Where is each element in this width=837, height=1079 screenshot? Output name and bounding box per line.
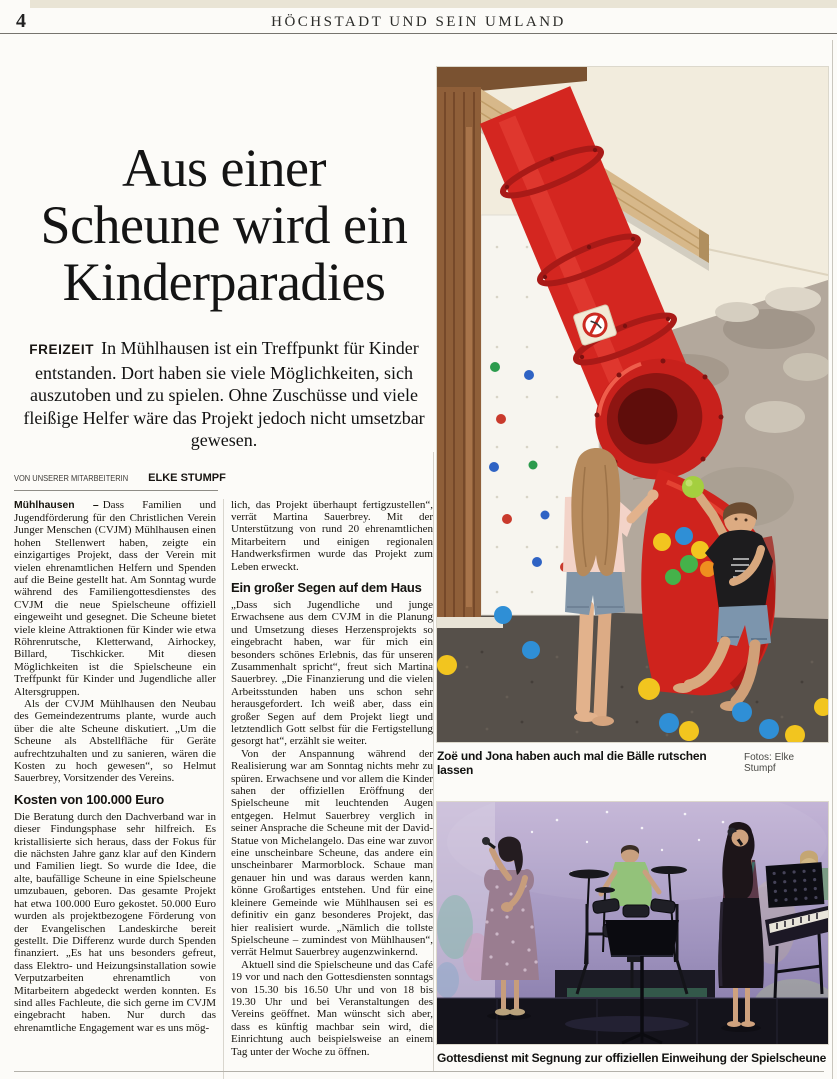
photo-credit: Fotos: Elke Stumpf xyxy=(744,752,795,774)
paragraph xyxy=(14,499,216,699)
photo-worship-service xyxy=(437,802,828,1044)
page-right-rule xyxy=(832,40,833,1079)
perforated-music-stand xyxy=(766,862,825,908)
photo-column xyxy=(437,67,828,1065)
kicker: FREIZEIT xyxy=(29,342,95,357)
photo1-caption: Zoë und Jona haben auch mal die Bälle rutschen lassen xyxy=(437,749,707,777)
page-bottom-rule xyxy=(14,1071,824,1072)
page-number: 4 xyxy=(16,10,26,32)
photo2-wrap xyxy=(437,802,828,1065)
article-column-2 xyxy=(231,499,433,1079)
headline-line-2: Scheune wird ein xyxy=(40,195,408,255)
paragraph: Die Beratung durch den Dachverband war in dieser Findungsphase sehr hilfreich. Es kristallisierte sich heraus, dass der Fokus für die nächsten Jahre ganz klar auf den Kindern und Familien liegt. So wurde die Idee, die alte, baufällige Scheune in eine Spielscheune umzubauen, geboren. Das gesamte Projekt hat etwa 100.000 Euro gekostet. 50.000 Euro wurden als projektbezogene Förderung von der Evangelischen Landeskirche bereit gestellt. Die Differenz wurde durch Spenden finanziert. „Es hat uns besonders gefreut, dass Elektro- und Heizungsinstallation sowie Verputzarbeiten ehrenamtlich von Mitarbeitern abgedeckt werden konnten. Es sind alles Fachleute, die sich gerne im CVJM eingebracht haben. Nur durch das ehrenamtliche Engagement war es uns mög- xyxy=(14,810,216,1034)
masthead xyxy=(0,8,837,34)
byline-prefix: VON UNSERER MITARBEITERIN xyxy=(14,472,129,483)
column-divider xyxy=(223,499,224,1079)
subhead-blessing: Ein großer Segen auf dem Haus xyxy=(231,579,422,595)
byline xyxy=(14,468,226,491)
headline-line-1: Aus einer xyxy=(122,138,326,198)
article-column-1 xyxy=(14,499,216,1079)
paragraph: Aktuell sind die Spielscheune und das Café 19 vor und nach den Gottesdiensten sonntags von 15.30 bis 16.50 Uhr und von 18 bis 19.30 Uhr und bei Veranstaltungen des Vereins geöffnet. Man wünscht sich aber, dass es künftig machbar sein wird, die Einrichtung auch beispielsweise an einem Tag unter der Woche zu öffnen. xyxy=(231,958,433,1058)
article-columns xyxy=(14,499,434,1079)
paragraph: lich, das Projekt überhaupt fertigzustellen“, verrät Martina Sauerbrey. Mit der Unterstützung von rund 20 ehrenamtlichen Mitarbeitern und einigen regionalen Handwerksfirmen wurde das Projekt zum Leben erweckt. xyxy=(231,498,433,573)
photo-slide-children xyxy=(437,67,828,742)
photo1-caption-row xyxy=(437,749,828,777)
dateline: Mühlhausen – xyxy=(14,499,99,511)
subhead-costs: Kosten von 100.000 Euro xyxy=(14,791,165,807)
paragraph-text: Dass Familien und Jugendförderung für den Christlichen Verein Junger Menschen (CVJM) Mühlhausen einen hohen Stellenwert haben, zeigte ein einzigartiges Projekt, dass der Verein mit vielen ehrenamtlichen Helfern und Spenden auf die Beine gestellt hat. Am Sonntag wurde während des Familiengottesdienstes des CVJM die neue Spielscheune offiziell eingeweiht und gesegnet. Die Scheune bietet viele kleine Attraktionen für Kinder wie etwa Röhrenrutsche, Kletterwand, Airhockey, Billard, Tischkicker. Mit diesen Möglichkeiten ist die Spielscheune ein Treffpunkt für Kinder und Jugendliche aller Altersgruppen. xyxy=(14,498,216,698)
article xyxy=(14,34,434,1079)
photo2-caption-row xyxy=(437,1051,828,1065)
lead-paragraph xyxy=(20,337,428,452)
microphone-icon xyxy=(482,837,490,845)
paragraph: Von der Anspannung während der Realisierung war am Sonntag nichts mehr zu spüren. Erwachsene und vor allem die Kinder sahen der offiziellen Eröffnung der Spielscheune mit leuchtenden Augen entgegen. Helmut Sauerbrey verglich in seiner Ansprache die Scheune mit der David-Statue von Michelangelo. Das eine war zuvor eine unscheinbare Scheune, das andere ein unscheinbarer Marmorblock. Schaue man genauer hin und was daraus werden kann, könne Großartiges entstehen. Und für eine kleinere Gemeinde wie Mühlhausen sei es definitiv ein ganz besonderes Projekt, das hier realisiert wurde. „Nämlich die tollste Spielscheune – zumindest von Mühlhausen“, verrät Helmut Sauerbrey augenzwinkernd. xyxy=(231,747,433,959)
byline-author: ELKE STUMPF xyxy=(148,471,226,484)
article-photo-divider xyxy=(433,452,434,1071)
lead-text: In Mühlhausen ist ein Treffpunkt für Kinder entstanden. Dort haben sie viele Möglichkeiten, sich auszutoben und zu spielen. Ohne Zuschüsse und viele fleißige Helfer wäre das Projekt jedoch nicht umsetzbar gewesen. xyxy=(23,338,425,450)
paragraph: Als der CVJM Mühlhausen den Neubau des Gemeindezentrums plante, wurde auch über die alte Scheune diskutiert. „Um die Scheune als Abstellfläche für Geräte aufrechtzuhalten und zu sanieren, wären die Kosten zu hoch gewesen“, so Helmut Sauerbrey, Vorsitzender des Vereins. xyxy=(14,698,216,785)
headline xyxy=(14,140,434,311)
photo2-caption: Gottesdienst mit Segnung zur offiziellen Einweihung der Spielscheune xyxy=(437,1051,827,1065)
headline-line-3: Kinderparadies xyxy=(62,252,386,312)
section-title: HÖCHSTADT UND SEIN UMLAND xyxy=(271,14,566,30)
paragraph: „Dass sich Jugendliche und junge Erwachsene aus dem CVJM in die Planung und Umsetzung dieses Herzensprojekts so eingebracht haben, war für mich ein besonders schönes Erlebnis, das für unseren Zusammenhalt spricht“, freut sich Martina Sauerbrey. „Die Finanzierung und die vielen Arbeitsstunden haben uns schon sehr herausgefordert. Ich weiß aber, dass ein großer Segen auf dem Projekt liegt und letztendlich Gott selbst für die Fertigstellung gesorgt hat“, erzählt sie weiter. xyxy=(231,598,433,748)
page-top-strip xyxy=(30,0,837,8)
